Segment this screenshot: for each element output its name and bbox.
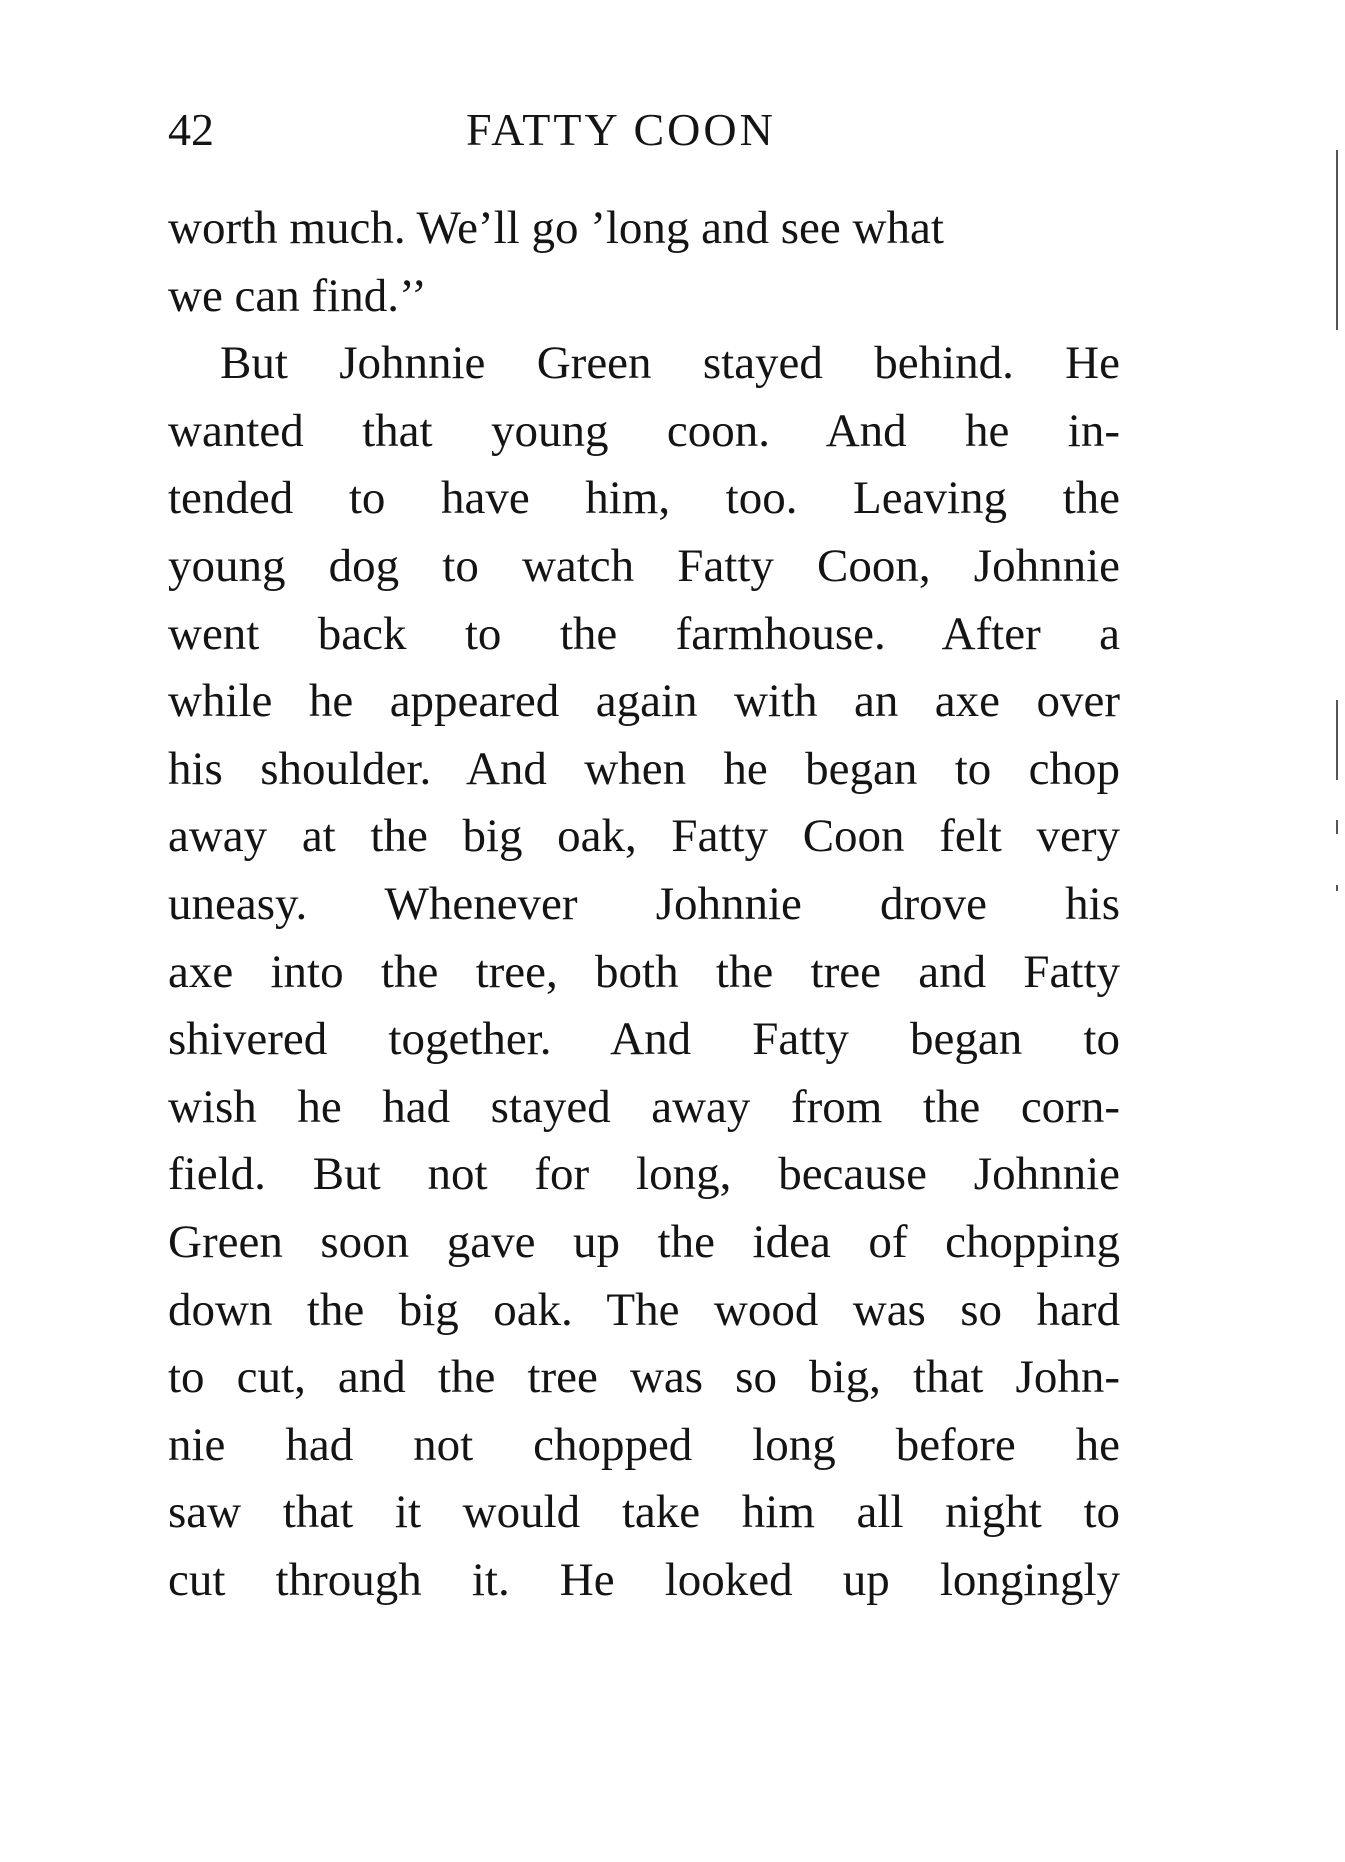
- text-line: his shoulder. And when he began to chop: [168, 742, 1120, 795]
- text-line: wanted that young coon. And he in-: [168, 404, 1120, 457]
- scan-edge-mark: [1336, 885, 1338, 891]
- text-line: while he appeared again with an axe over: [168, 675, 1120, 728]
- text-line: uneasy. Whenever Johnnie drove his: [168, 877, 1120, 930]
- text-line: young dog to watch Fatty Coon, Johnnie: [168, 539, 1120, 592]
- text-line: wish he had stayed away from the corn-: [168, 1080, 1120, 1133]
- page-number: 42: [168, 104, 214, 155]
- body-text: [168, 195, 1120, 1614]
- text-line: worth much. We’ll go ’long and see what: [168, 202, 944, 254]
- scan-edge-marks: [1336, 0, 1340, 1862]
- text-line: axe into the tree, both the tree and Fatty: [168, 945, 1120, 998]
- text-line: down the big oak. The wood was so hard: [168, 1283, 1120, 1336]
- text-line: cut through it. He looked up longingly: [168, 1553, 1120, 1606]
- scan-edge-mark: [1336, 700, 1338, 780]
- text-line: to cut, and the tree was so big, that John-: [168, 1351, 1120, 1404]
- text-line: Green soon gave up the idea of chopping: [168, 1215, 1120, 1268]
- text-line: tended to have him, too. Leaving the: [168, 472, 1120, 525]
- text-line: shivered together. And Fatty began to: [168, 1013, 1120, 1066]
- text-line: went back to the farmhouse. After a: [168, 607, 1120, 660]
- scan-edge-mark: [1336, 820, 1338, 834]
- text-line: field. But not for long, because Johnnie: [168, 1148, 1120, 1201]
- text-line: away at the big oak, Fatty Coon felt very: [168, 810, 1120, 863]
- text-line: But Johnnie Green stayed behind. He: [220, 337, 1120, 390]
- scan-edge-mark: [1336, 150, 1338, 330]
- book-title: FATTY COON: [466, 104, 776, 155]
- running-head: [168, 100, 1120, 160]
- text-line: nie had not chopped long before he: [168, 1418, 1120, 1471]
- text-line: saw that it would take him all night to: [168, 1486, 1120, 1539]
- text-line: we can find.’’: [168, 269, 427, 322]
